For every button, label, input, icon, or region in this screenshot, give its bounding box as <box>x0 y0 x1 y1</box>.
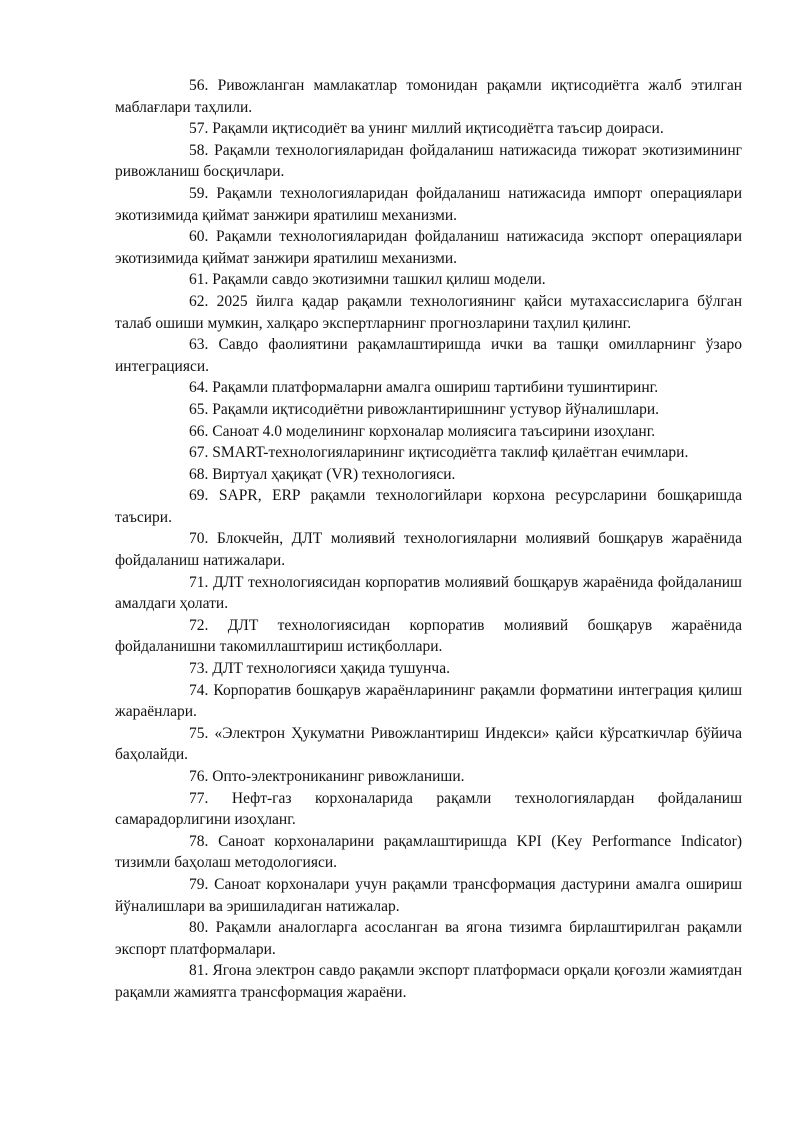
list-item <box>115 615 742 658</box>
item-text: 2025 йилга қадар рақамли технологиянинг қайси мутахассисларига бўлган талаб ошиши мумкин, халқаро экспертларнинг прогнозларини таҳлил қилинг. <box>115 292 743 332</box>
item-text: ДЛТ технологияси ҳақида тушунча. <box>212 660 450 678</box>
list-item <box>115 917 742 960</box>
item-number: 75. <box>189 724 209 742</box>
item-number: 69. <box>189 487 209 505</box>
item-number: 56. <box>189 77 209 94</box>
item-number: 73. <box>189 660 209 678</box>
list-item <box>115 831 742 874</box>
list-item <box>115 75 742 118</box>
item-number: 79. <box>189 875 209 893</box>
item-text: Рақамли технологияларидан фойдаланиш натижасида экспорт операциялари экотизимида қиймат занжири яратилиш механизми. <box>115 228 742 267</box>
item-number: 76. <box>189 768 209 785</box>
item-number: 64. <box>189 379 209 397</box>
item-number: 74. <box>189 681 209 699</box>
item-text: Рақамли иқтисодиёт ва унинг миллий иқтисодиётга таъсир доираси. <box>212 120 664 138</box>
item-number: 81. <box>189 962 209 980</box>
list-item <box>115 226 742 269</box>
list-item <box>115 788 742 831</box>
item-text: Опто-электрониканинг ривожланиши. <box>212 768 465 785</box>
item-text: Рақамли технологияларидан фойдаланиш натижасида импорт операциялари экотизимида қиймат занжири яратилиш механизми. <box>115 184 742 224</box>
item-number: 62. <box>189 292 209 310</box>
item-number: 71. <box>189 573 209 591</box>
item-text: ДЛТ технологиясидан корпоратив молиявий бошқарув жараёнида фойдаланишни такомиллаштириш истиқболлари. <box>115 616 742 656</box>
item-number: 66. <box>189 422 209 440</box>
list-item <box>115 485 742 528</box>
item-number: 60. <box>189 228 209 246</box>
item-text: Рақамли аналогларга асосланган ва ягона тизимга бирлаштирилган рақамли экспорт платформалари. <box>115 919 742 958</box>
item-number: 57. <box>189 120 209 138</box>
item-text: Рақамли технологияларидан фойдаланиш натижасида тижорат экотизимининг ривожланиш босқичлари. <box>115 141 743 181</box>
item-number: 63. <box>189 336 209 354</box>
item-text: Корпоратив бошқарув жараёнларининг рақамли форматини интеграция қилиш жараёнлари. <box>115 681 743 721</box>
item-text: SMART-технологияларининг иқтисодиётга таклиф қилаётган ечимлари. <box>212 444 689 462</box>
item-text: Рақамли иқтисодиётни ривожлантиришнинг устувор йўналишлари. <box>212 400 660 418</box>
list-item <box>115 140 742 183</box>
list-item <box>115 464 742 486</box>
item-number: 77. <box>189 789 209 807</box>
list-item <box>115 442 742 464</box>
item-text: Нефт-газ корхоналарида рақамли технологиялардан фойдаланиш самарадорлигини изоҳланг. <box>115 789 743 829</box>
item-number: 59. <box>189 184 209 202</box>
list-item <box>115 658 742 680</box>
list-item <box>115 766 742 788</box>
list-item <box>115 334 742 377</box>
item-number: 58. <box>189 141 209 159</box>
item-text: Савдо фаолиятини рақамлаштиришда ички ва ташқи омилларнинг ўзаро интеграцияси. <box>115 336 743 375</box>
item-number: 67. <box>189 444 209 462</box>
question-list <box>115 75 742 1004</box>
item-number: 80. <box>189 919 209 937</box>
list-item <box>115 572 742 615</box>
list-item <box>115 377 742 399</box>
list-item <box>115 874 742 917</box>
item-text: Саноат корхоналари учун рақамли трансформация дастурини амалга ошириш йўналишлари ва эришиладиган натижалар. <box>115 875 742 915</box>
item-number: 61. <box>189 271 209 289</box>
list-item <box>115 183 742 226</box>
item-number: 78. <box>189 832 209 850</box>
item-text: Рақамли платформаларни амалга ошириш тартибини тушинтиринг. <box>212 379 659 397</box>
item-text: Виртуал ҳақиқат (VR) технологияси. <box>212 465 456 483</box>
item-number: 70. <box>189 530 209 548</box>
item-text: Ривожланган мамлакатлар томонидан рақамли иқтисодиётга жалб этилган маблағлари таҳлили. <box>115 77 742 116</box>
item-text: SAPR, ERP рақамли технологийлари корхона ресурсларини бошқаришда таъсири. <box>115 487 743 526</box>
item-text: Ягона электрон савдо рақамли экспорт платформаси орқали қоғозли жамиятдан рақамли жамиятга трансформация жараёни. <box>115 962 742 1001</box>
list-item <box>115 399 742 421</box>
list-item <box>115 118 742 140</box>
list-item <box>115 421 742 443</box>
item-text: Саноат корхоналарини рақамлаштиришда KPI (Key Performance Indicator) тизимли баҳолаш методологияси. <box>115 832 742 872</box>
item-number: 72. <box>189 616 209 634</box>
item-number: 68. <box>189 465 209 483</box>
list-item <box>115 528 742 571</box>
list-item <box>115 960 742 1003</box>
list-item <box>115 269 742 291</box>
item-number: 65. <box>189 400 209 418</box>
item-text: Блокчейн, ДЛТ молиявий технологияларни молиявий бошқарув жараёнида фойдаланиш натижалари. <box>115 530 742 570</box>
item-text: Рақамли савдо экотизимни ташкил қилиш модели. <box>212 271 546 289</box>
list-item <box>115 680 742 723</box>
item-text: Саноат 4.0 моделининг корхоналар молиясига таъсирини изоҳланг. <box>212 422 656 440</box>
item-text: «Электрон Ҳукуматни Ривожлантириш Индекси» қайси кўрсаткичлар бўйича баҳолайди. <box>115 724 742 764</box>
item-text: ДЛТ технологиясидан корпоратив молиявий бошқарув жараёнида фойдаланиш амалдаги ҳолати. <box>115 573 742 613</box>
list-item <box>115 723 742 766</box>
list-item <box>115 291 742 334</box>
